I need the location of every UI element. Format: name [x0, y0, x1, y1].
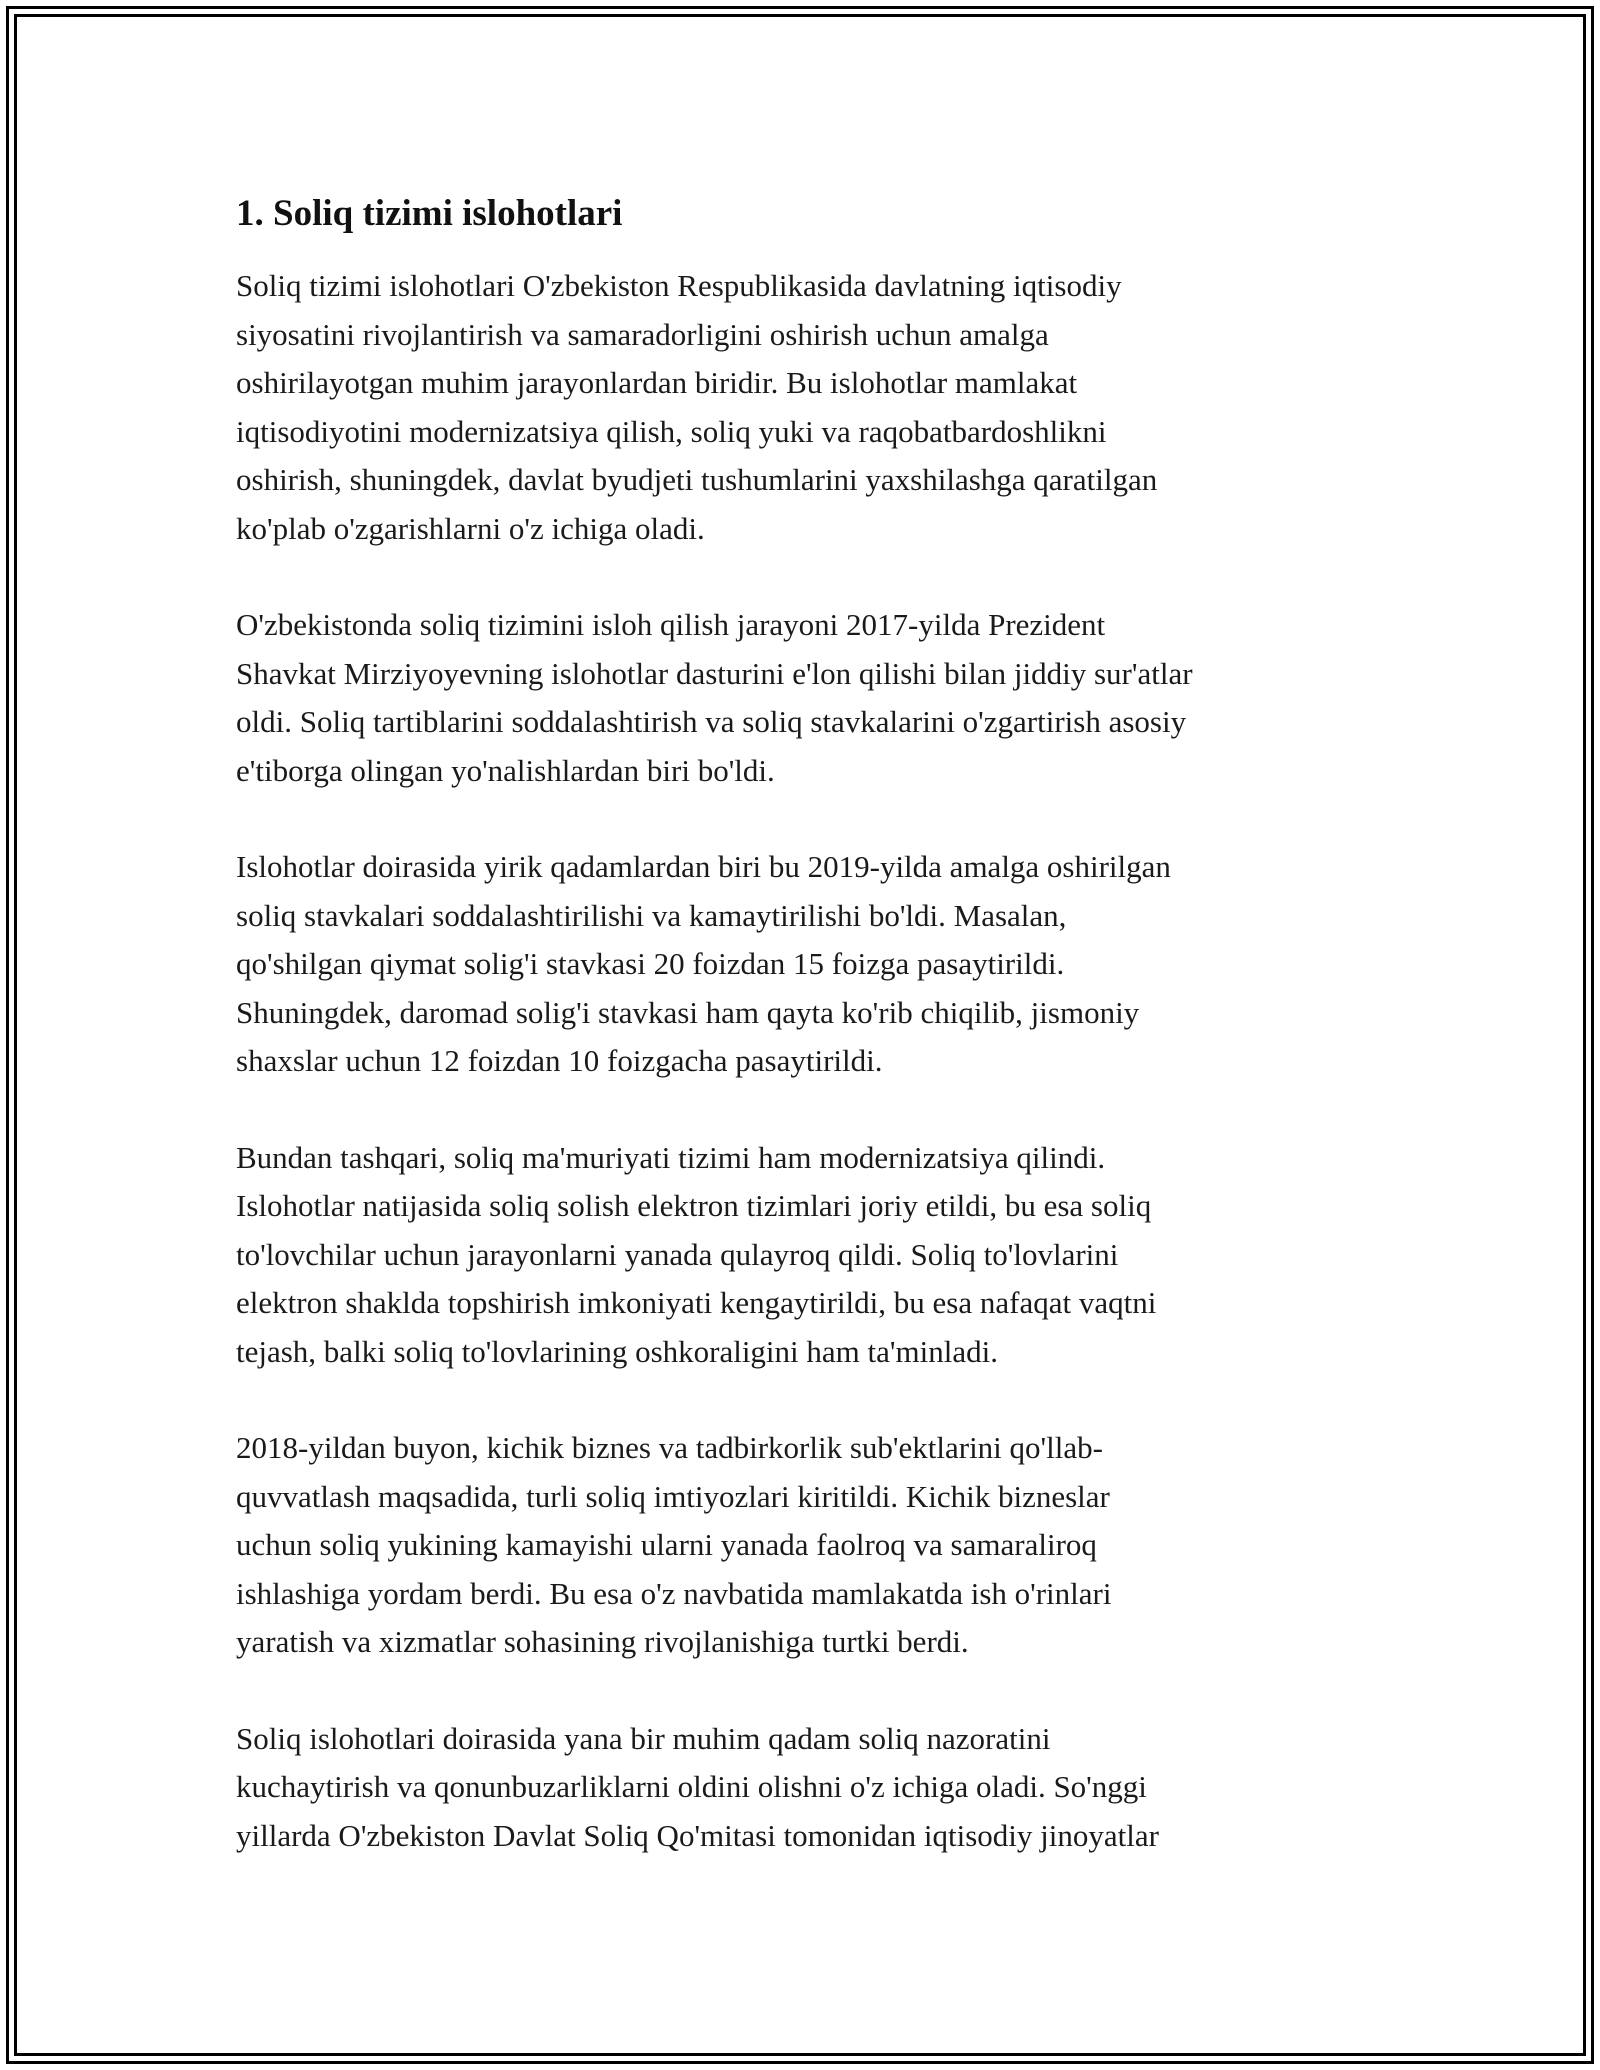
- paragraph-line: yaratish va xizmatlar sohasining rivojlanishiga turtki berdi.: [236, 1624, 969, 1659]
- paragraph-line: e'tiborga olingan yo'nalishlardan biri bo'ldi.: [236, 752, 775, 788]
- paragraph: [236, 262, 1386, 553]
- paragraph-line: oshirilayotgan muhim jarayonlardan biridir. Bu islohotlar mamlakat: [236, 365, 1078, 400]
- section-title: 1. Soliq tizimi islohotlari: [236, 193, 623, 234]
- paragraph-line: soliq stavkalari soddalashtirilishi va kamaytirilishi bo'ldi. Masalan,: [236, 897, 1067, 933]
- paragraph: [236, 843, 1386, 1086]
- paragraph-line: Islohotlar doirasida yirik qadamlardan biri bu 2019-yilda amalga oshirilgan: [236, 849, 1171, 884]
- paragraph-line: uchun soliq yukining kamayishi ularni yanada faolroq va samaraliroq: [236, 1527, 1097, 1562]
- paragraph: [236, 1715, 1386, 1861]
- paragraph-line: siyosatini rivojlantirish va samaradorligini oshirish uchun amalga: [236, 316, 1049, 352]
- paragraph-line: 2018-yildan buyon, kichik biznes va tadbirkorlik sub'ektlarini qo'llab-: [236, 1430, 1103, 1465]
- paragraph-line: kuchaytirish va qonunbuzarliklarni oldini olishni o'z ichiga oladi. So'nggi: [236, 1769, 1147, 1804]
- paragraph-line: elektron shaklda topshirish imkoniyati kengaytirildi, bu esa nafaqat vaqtni: [236, 1285, 1157, 1320]
- paragraph-line: quvvatlash maqsadida, turli soliq imtiyozlari kiritildi. Kichik bizneslar: [236, 1478, 1110, 1514]
- paragraph-line: iqtisodiyotini modernizatsiya qilish, soliq yuki va raqobatbardoshlikni: [236, 413, 1107, 449]
- paragraph-line: qo'shilgan qiymat solig'i stavkasi 20 foizdan 15 foizga pasaytirildi.: [236, 946, 1065, 981]
- paragraph-line: shaxslar uchun 12 foizdan 10 foizgacha pasaytirildi.: [236, 1043, 883, 1078]
- paragraph-line: Shavkat Mirziyoyevning islohotlar dasturini e'lon qilishi bilan jiddiy sur'atlar: [236, 655, 1193, 691]
- paragraph-line: O'zbekistonda soliq tizimini isloh qilish jarayoni 2017-yilda Prezident: [236, 607, 1106, 642]
- paragraph-line: ishlashiga yordam berdi. Bu esa o'z navbatida mamlakatda ish o'rinlari: [236, 1575, 1112, 1611]
- paragraph: [236, 601, 1386, 795]
- paragraph-line: Soliq islohotlari doirasida yana bir muhim qadam soliq nazoratini: [236, 1720, 1051, 1756]
- paragraph: [236, 1134, 1386, 1377]
- paragraph-line: yillarda O'zbekiston Davlat Soliq Qo'mitasi tomonidan iqtisodiy jinoyatlar: [236, 1817, 1159, 1853]
- paragraph-line: tejash, balki soliq to'lovlarining oshkoraligini ham ta'minladi.: [236, 1333, 998, 1369]
- paragraph-list: [236, 262, 1386, 1860]
- document-body: [236, 186, 1386, 1908]
- paragraph-line: oshirish, shuningdek, davlat byudjeti tushumlarini yaxshilashga qaratilgan: [236, 462, 1158, 497]
- paragraph-line: Shuningdek, daromad solig'i stavkasi ham qayta ko'rib chiqilib, jismoniy: [236, 994, 1140, 1030]
- paragraph-line: Bundan tashqari, soliq ma'muriyati tizimi ham modernizatsiya qilindi.: [236, 1139, 1106, 1175]
- paragraph-line: oldi. Soliq tartiblarini soddalashtirish va soliq stavkalarini o'zgartirish asosiy: [236, 704, 1187, 739]
- paragraph-line: to'lovchilar uchun jarayonlarni yanada qulayroq qildi. Soliq to'lovlarini: [236, 1236, 1119, 1272]
- paragraph-line: ko'plab o'zgarishlarni o'z ichiga oladi.: [236, 510, 705, 546]
- paragraph-line: Soliq tizimi islohotlari O'zbekiston Respublikasida davlatning iqtisodiy: [236, 268, 1122, 303]
- paragraph-line: Islohotlar natijasida soliq solish elektron tizimlari joriy etildi, bu esa soliq: [236, 1188, 1152, 1223]
- paragraph: [236, 1424, 1386, 1667]
